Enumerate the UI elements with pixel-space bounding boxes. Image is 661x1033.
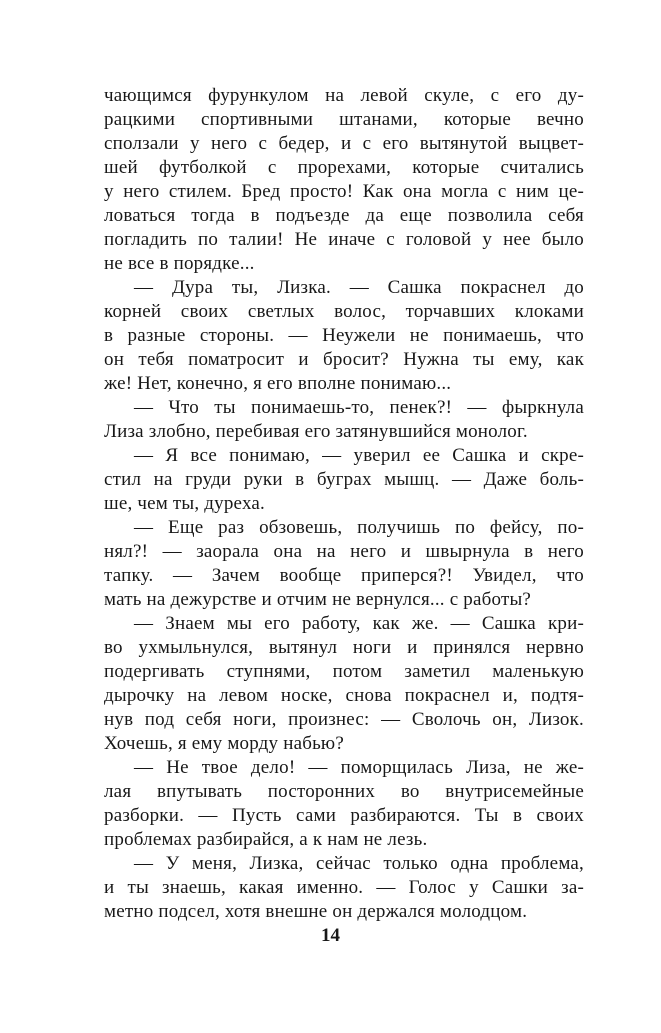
text-line: он тебя поматросит и бросит? Нужна ты ему, как <box>104 349 584 370</box>
text-line: тапку. — Зачем вообще приперся?! Увидел, что <box>104 565 584 586</box>
text-line: рацкими спортивными штанами, которые вечно <box>104 109 584 130</box>
text-line: у него стилем. Бред просто! Как она могла с ним це- <box>104 181 584 202</box>
text-line: Хочешь, я ему морду набью? <box>104 733 344 754</box>
text-line: — Что ты понимаешь-то, пенек?! — фыркнула <box>134 397 584 418</box>
text-line: дырочку на левом носке, снова покраснел и, подтя- <box>104 685 584 706</box>
text-line: проблемах разбирайся, а к нам не лезь. <box>104 829 428 850</box>
text-line: сползали у него с бедер, и с его вытянутой выцвет- <box>104 133 584 154</box>
text-line: Лиза злобно, перебивая его затянувшийся монолог. <box>104 421 528 442</box>
text-line: лая впутывать посторонних во внутрисемейные <box>104 781 584 802</box>
text-line: — Еще раз обзовешь, получишь по фейсу, по- <box>134 517 584 538</box>
page-number: 14 <box>321 925 340 946</box>
text-line: не все в порядке... <box>104 253 255 274</box>
text-line: — Я все понимаю, — уверил ее Сашка и скре- <box>134 445 584 466</box>
text-line: мать на дежурстве и отчим не вернулся... с работы? <box>104 589 532 610</box>
text-line: ловаться тогда в подъезде да еще позволила себя <box>104 205 584 226</box>
text-line: и ты знаешь, какая именно. — Голос у Сашки за- <box>104 877 584 898</box>
text-line: в разные стороны. — Неужели не понимаешь, что <box>104 325 584 346</box>
text-line: — Знаем мы его работу, как же. — Сашка кри- <box>134 613 584 634</box>
text-line: — Не твое дело! — поморщилась Лиза, не же- <box>134 757 584 778</box>
text-line: — Дура ты, Лизка. — Сашка покраснел до <box>134 277 584 298</box>
text-line: разборки. — Пусть сами разбираются. Ты в своих <box>104 805 584 826</box>
page-text <box>104 84 584 924</box>
text-line: метно подсел, хотя внешне он держался молодцом. <box>104 901 528 922</box>
text-line: ше, чем ты, дуреха. <box>104 493 265 514</box>
text-line: подергивать ступнями, потом заметил маленькую <box>104 661 584 682</box>
text-line: нял?! — заорала она на него и швырнула в него <box>104 541 584 562</box>
text-line: чающимся фурункулом на левой скуле, с его ду- <box>104 85 584 106</box>
text-line: погладить по талии! Не иначе с головой у нее было <box>104 229 584 250</box>
text-line: же! Нет, конечно, я его вполне понимаю... <box>104 373 452 394</box>
text-line: во ухмыльнулся, вытянул ноги и принялся нервно <box>104 637 584 658</box>
text-line: шей футболкой с прорехами, которые считались <box>104 157 584 178</box>
text-line: корней своих светлых волос, торчавших клоками <box>104 301 584 322</box>
text-line: — У меня, Лизка, сейчас только одна проблема, <box>134 853 584 874</box>
text-line: стил на груди руки в буграх мышц. — Даже боль- <box>104 469 584 490</box>
text-line: нув под себя ноги, произнес: — Сволочь он, Лизок. <box>104 709 584 730</box>
